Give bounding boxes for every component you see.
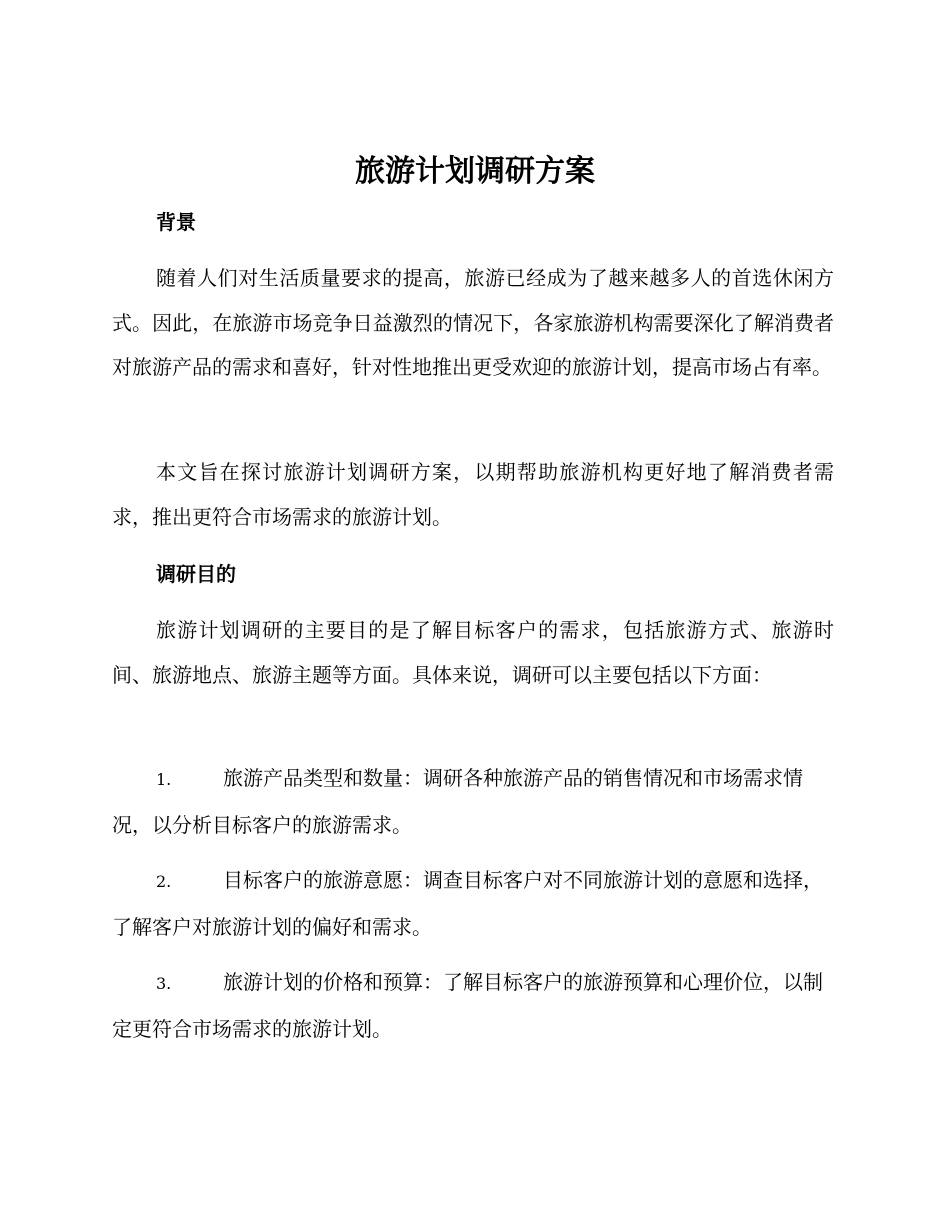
list-text: 旅游计划的价格和预算：了解目标客户的旅游预算和心理价位，以制定更符合市场需求的旅游计划。: [112, 970, 823, 1041]
list-item: [112, 858, 834, 949]
list-item: [112, 960, 834, 1051]
list-item: [112, 756, 834, 847]
list-number: 1.: [156, 770, 172, 789]
section-heading-background: 背景: [156, 210, 196, 234]
list-text: 目标客户的旅游意愿：调查目标客户对不同旅游计划的意愿和选择，了解客户对旅游计划的偏好和需求。: [112, 868, 823, 939]
paragraph: 本文旨在探讨旅游计划调研方案，以期帮助旅游机构更好地了解消费者需求，推出更符合市场需求的旅游计划。: [112, 460, 834, 529]
list-text: 旅游产品类型和数量：调研各种旅游产品的销售情况和市场需求情况，以分析目标客户的旅游需求。: [112, 766, 803, 837]
document-title: 旅游计划调研方案: [355, 154, 595, 189]
paragraph: 随着人们对生活质量要求的提高，旅游已经成为了越来越多人的首选休闲方式。因此，在旅游市场竞争日益激烈的情况下，各家旅游机构需要深化了解消费者对旅游产品的需求和喜好，针对性地推出更受欢迎的旅游计划，提高市场占有率。: [112, 266, 834, 379]
section-heading-purpose: 调研目的: [156, 562, 236, 586]
list-number: 3.: [156, 974, 172, 993]
paragraph: 旅游计划调研的主要目的是了解目标客户的需求，包括旅游方式、旅游时间、旅游地点、旅游主题等方面。具体来说，调研可以主要包括以下方面：: [112, 618, 834, 687]
list-number: 2.: [156, 872, 172, 891]
